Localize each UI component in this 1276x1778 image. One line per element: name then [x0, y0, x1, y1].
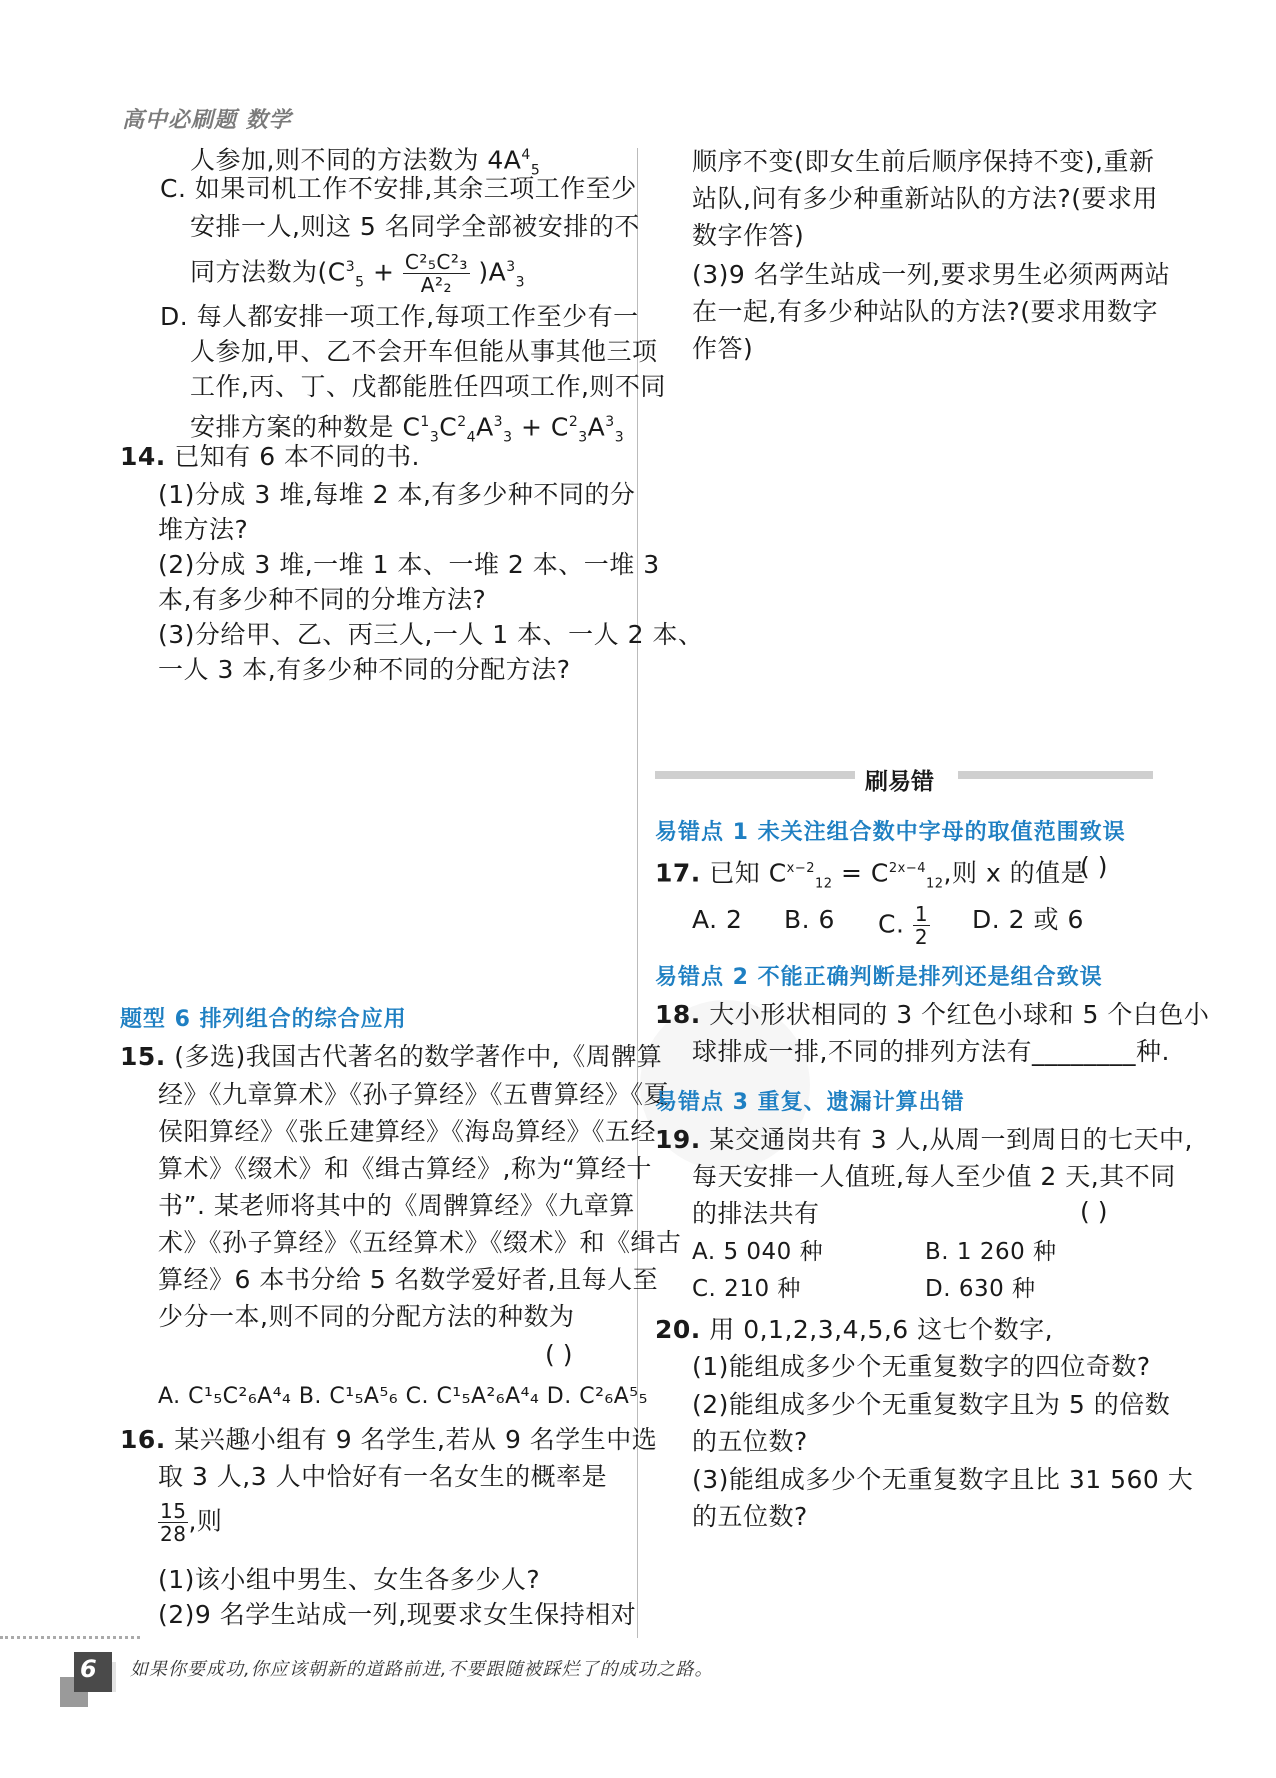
option-d: D. 每人都安排一项工作,每项工作至少有一 [160, 302, 639, 331]
error-point-2: 易错点 2 不能正确判断是排列还是组合致误 [655, 965, 1103, 990]
question-14-number: 14. [120, 442, 166, 471]
q14-part1: (1)分成 3 堆,每堆 2 本,有多少种不同的分 [158, 480, 636, 509]
q14-part2-line2: 本,有多少种不同的分堆方法? [158, 585, 487, 614]
section-label-errors: 刷易错 [865, 769, 934, 795]
q19-option-c: C. 210 种 [692, 1276, 801, 1302]
q16-part3-line2: 在一起,有多少种站队的方法?(要求用数字 [692, 297, 1158, 326]
question-20: 20. 用 0,1,2,3,4,5,6 这七个数字, [655, 1315, 1054, 1344]
q20-part3: (3)能组成多少个无重复数字且比 31 560 大 [692, 1465, 1194, 1494]
q16-line1: 某兴趣小组有 9 名学生,若从 9 名学生中选 [174, 1425, 658, 1454]
option-b-continued: 人参加,则不同的方法数为 $4A^4_5$ [190, 145, 541, 179]
q14-part2: (2)分成 3 堆,一堆 1 本、一堆 2 本、一堆 3 [158, 550, 660, 579]
question-18-number: 18. [655, 1000, 701, 1029]
question-15-number: 15. [120, 1042, 166, 1071]
section-bar-left [655, 771, 855, 779]
question-17-number: 17. [655, 858, 701, 888]
question-19: 19. 某交通岗共有 3 人,从周一到周日的七天中, [655, 1125, 1193, 1154]
option-c: C. 如果司机工作不安排,其余三项工作至少 [160, 174, 637, 203]
q17-option-b: B. 6 [784, 905, 835, 934]
q19-answer-bracket: ( ) [1080, 1197, 1108, 1226]
q15-line3: 侯阳算经》《张丘建算经》《海岛算经》《五经 [158, 1117, 657, 1146]
q15-options: A. C¹₅C²₆A⁴₄ B. C¹₅A⁵₆ C. C¹₅A²₆A⁴₄ D. C²₆A⁵₅ [158, 1384, 648, 1409]
section-bar-right [958, 771, 1153, 779]
footer-motto: 如果你要成功,你应该朝新的道路前进,不要跟随被踩烂了的成功之路。 [130, 1659, 714, 1680]
option-c-line2: 安排一人,则这 5 名同学全部被安排的不 [190, 212, 640, 241]
q17-option-d: D. 2 或 6 [972, 905, 1084, 934]
page-header: 高中必刷题 数学 [122, 108, 292, 133]
error-point-1: 易错点 1 未关注组合数中字母的取值范围致误 [655, 820, 1126, 845]
question-18: 18. 大小形状相同的 3 个红色小球和 5 个白色小 [655, 1000, 1210, 1029]
option-d-line4: 安排方案的种数是 $C^1_3C^2_4A^3_3 + C^2_3A^3_3$ [190, 412, 625, 446]
q15-line4: 算术》《缀术》和《缉古算经》,称为“算经十 [158, 1154, 652, 1183]
q16-part2-cont2: 站队,问有多少种重新站队的方法?(要求用 [692, 184, 1158, 213]
question-16-number: 16. [120, 1425, 166, 1454]
q16-part3: (3)9 名学生站成一列,要求男生必须两两站 [692, 260, 1171, 289]
section-title-6: 题型 6 排列组合的综合应用 [120, 1007, 407, 1032]
page-number: 6 [80, 1655, 97, 1683]
q15-line5: 书”. 某老师将其中的《周髀算经》《九章算 [158, 1191, 635, 1220]
q14-part3: (3)分给甲、乙、丙三人,一人 1 本、一人 2 本、 [158, 620, 704, 649]
q16-part1: (1)该小组中男生、女生各多少人? [158, 1565, 541, 1594]
q15-line6: 术》《孙子算经》《五经算术》《缀术》和《缉古 [158, 1228, 682, 1257]
q16-part2-cont3: 数字作答) [692, 221, 805, 250]
question-16 [120, 1423, 657, 1457]
question-20-number: 20. [655, 1315, 701, 1344]
q19-line2: 每天安排一人值班,每人至少值 2 天,其不同 [692, 1162, 1176, 1191]
q16-line2: 取 3 人,3 人中恰好有一名女生的概率是 [158, 1462, 608, 1491]
q15-line2: 经》《九章算术》《孙子算经》《五曹算经》《夏 [158, 1080, 670, 1109]
question-19-number: 19. [655, 1125, 701, 1154]
q16-part3-line3: 作答) [692, 334, 754, 363]
q19-option-b: B. 1 260 种 [925, 1239, 1057, 1265]
option-c-fraction: $\frac{\text{C²₅C²₃}}{\text{A²₂}}$ [404, 249, 468, 297]
q20-part2: (2)能组成多少个无重复数字且为 5 的倍数 [692, 1390, 1171, 1419]
q19-line3: 的排法共有 [692, 1199, 820, 1228]
q17-answer-bracket: ( ) [1080, 852, 1108, 881]
question-14-stem: 已知有 6 本不同的书. [174, 442, 420, 471]
option-d-line3: 工作,丙、丁、戊都能胜任四项工作,则不同 [190, 372, 666, 401]
option-c-line3: 同方法数为($C^3_5$ + $\frac{\text{C²₅C²₃}}{\text{A²₂}}$ )$A^3_3$ [190, 249, 526, 297]
q15-line1: (多选)我国古代著名的数学著作中,《周髀算 [174, 1042, 663, 1071]
q20-part1: (1)能组成多少个无重复数字的四位奇数? [692, 1352, 1151, 1381]
option-d-line2: 人参加,甲、乙不会开车但能从事其他三项 [190, 337, 658, 366]
q17-option-a: A. 2 [692, 905, 743, 934]
question-15 [120, 1040, 662, 1074]
q15-line7: 算经》6 本书分给 5 名数学爱好者,且每人至 [158, 1265, 659, 1294]
q14-part3-line2: 一人 3 本,有多少种不同的分配方法? [158, 655, 571, 684]
question-17: 17. 已知 $C^{x-2}_{12} = C^{2x-4}_{12}$,则 x 的值是 [655, 858, 1087, 892]
q17-option-c-fraction: $\frac{1}{2}$ [914, 902, 929, 949]
question-14 [120, 440, 420, 474]
q17-option-c: C. $\frac{1}{2}$ [878, 902, 929, 949]
q15-line8: 少分一本,则不同的分配方法的种数为 [158, 1302, 575, 1331]
q14-part1-line2: 堆方法? [158, 515, 249, 544]
q16-fraction-line: $\frac{15}{28}$ ,则 [160, 1499, 223, 1546]
q20-part2-line2: 的五位数? [692, 1427, 808, 1456]
q19-option-a: A. 5 040 种 [692, 1239, 824, 1265]
q19-option-d: D. 630 种 [925, 1276, 1036, 1302]
q15-answer-bracket: ( ) [545, 1340, 573, 1369]
error-point-3: 易错点 3 重复、遗漏计算出错 [655, 1090, 965, 1115]
q16-fraction: $\frac{15}{28}$ [160, 1499, 187, 1546]
footer-dotted-rule [0, 1636, 140, 1639]
q18-line2: 球排成一排,不同的排列方法有________种. [692, 1037, 1170, 1066]
q16-part2-cont1: 顺序不变(即女生前后顺序保持不变),重新 [692, 147, 1155, 176]
q20-part3-line2: 的五位数? [692, 1502, 808, 1531]
q16-part2: (2)9 名学生站成一列,现要求女生保持相对 [158, 1600, 637, 1629]
